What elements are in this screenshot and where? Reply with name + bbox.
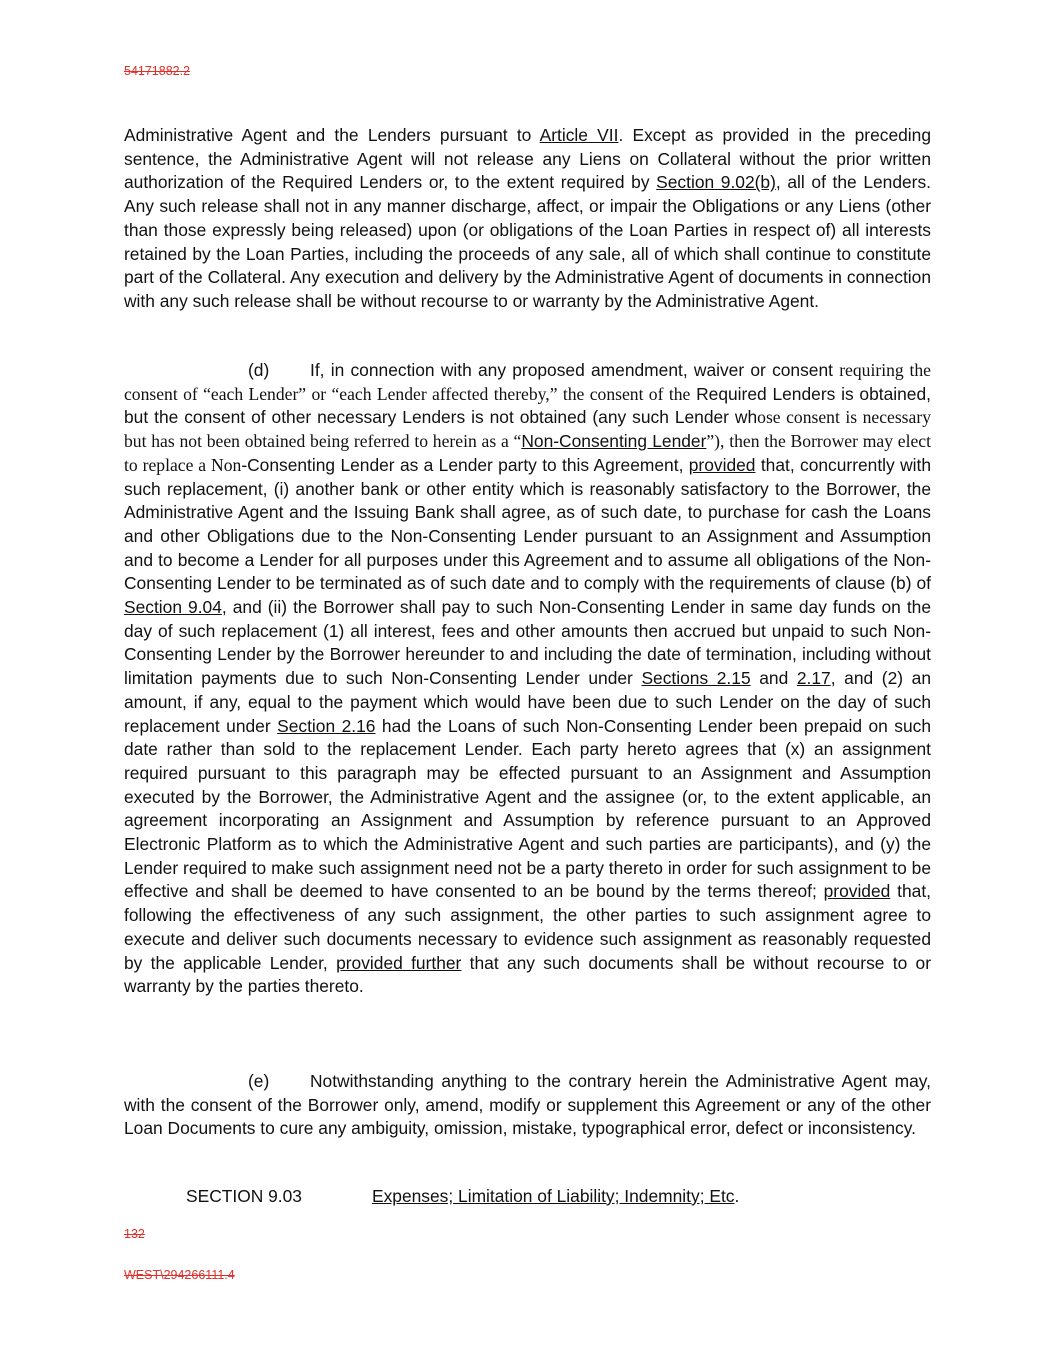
non-consenting-lender-definition: Non-Consenting Lender <box>521 431 707 452</box>
section-2-17-reference: 2.17 <box>796 668 831 689</box>
section-9-02b-reference: Section 9.02(b) <box>656 172 776 193</box>
provided-term-second: provided <box>823 881 891 902</box>
section-2-16-reference: Section 2.16 <box>277 715 376 736</box>
section-heading: SECTION 9.03 Expenses; Limitation of Liability; Indemnity; Etc. <box>186 1186 740 1206</box>
header-doc-id: 54171882.2 <box>124 64 191 78</box>
article-vii-reference: Article VII <box>539 125 619 145</box>
paragraph-e-label: (e) <box>248 1071 270 1091</box>
provided-further-term: provided further <box>336 952 462 973</box>
sections-2-15-reference: Sections 2.15 <box>641 668 751 689</box>
paragraph-d: (d) If, in connection with any proposed amendment, waiver or consent requiring the consent of “each Lender” or “each Lender affected thereby,” the consent of the Required Lenders is obtained, but the consent of other necessary Lenders is not obtained (any such Lender whose consent is necessary but has not been obtained being referred to herein as a “Non-Consenting Lender”), then the Borrower may elect to replace a Non-Consenting Lender as a Lender party to this Agreement, provided that, concurrently with such replacement, (i) another bank or other entity which is reasonably satisfactory to the Borrower, the Administrative Agent and the Issuing Bank shall agree, as of such date, to purchase for cash the Loans and other Obligations due to the Non-Consenting Lender pursuant to an Assignment and Assumption and to become a Lender for all purposes under this Agreement and to assume all obligations of the Non-Consenting Lender to be terminated as of such date and to comply with the requirements of clause (b) of Section 9.04, and (ii) the Borrower shall pay to such Non-Consenting Lender in same day funds on the day of such replacement (1) all interest, fees and other amounts then accrued but unpaid to such Non-Consenting Lender by the Borrower hereunder to and including the date of termination, including without limitation payments due to such Non-Consenting Lender under Sections 2.15 and 2.17, and (2) an amount, if any, equal to the payment which would have been due to such Lender on the day of such replacement under Section 2.16 had the Loans of such Non-Consenting Lender been prepaid on such date rather than sold to the replacement Lender. Each party hereto agrees that (x) an assignment required pursuant to this paragraph may be effected pursuant to an Assignment and Assumption executed by the Borrower, the Administrative Agent and the assignee (or, to the extent applicable, an agreement incorporating an Assignment and Assumption by reference pursuant to an Approved Electronic Platform as to which the Administrative Agent and such parties are participants), and (y) the Lender required to make such assignment need not be a party thereto in order for such assignment to be effective and shall be deemed to have consented to an be bound by the terms thereof; provided that, following the effectiveness of any such assignment, the other parties to such assignment agree to execute and deliver such documents necessary to evidence such assignment as reasonably requested by the applicable Lender, provided further that any such documents shall be without recourse to or warranty by the parties thereto. <box>124 360 932 997</box>
provided-term: provided <box>688 454 756 475</box>
footer-doc-id: WEST\294266111.4 <box>124 1268 235 1282</box>
page-number: 132 <box>124 1227 145 1241</box>
section-title: Expenses; Limitation of Liability; Indemnity; Etc <box>372 1186 735 1206</box>
section-9-04-reference: Section 9.04 <box>124 597 222 618</box>
paragraph-d-label: (d) <box>248 360 270 380</box>
section-number: SECTION 9.03 <box>186 1186 302 1206</box>
paragraph-e: (e) Notwithstanding anything to the contrary herein the Administrative Agent may, with the consent of the Borrower only, amend, modify or supplement this Agreement or any of the other Loan Documents to cure any ambiguity, omission, mistake, typographical error, defect or inconsistency. <box>124 1071 931 1139</box>
paragraph-c-continuation: Administrative Agent and the Lenders pursuant to Article VII. Except as provided in the preceding sentence, the Administrative Agent will not release any Liens on Collateral without the prior written authorization of the Required Lenders or, to the extent required by Section 9.02(b), all of the Lenders. Any such release shall not in any manner discharge, affect, or impair the Obligations or any Liens (other than those expressly being released) upon (or obligations of the Loan Parties in respect of) all interests retained by the Loan Parties, including the proceeds of any sale, all of which shall continue to constitute part of the Collateral. Any execution and delivery by the Administrative Agent of documents in connection with any such release shall be without recourse to or warranty by the Administrative Agent. <box>124 125 932 311</box>
